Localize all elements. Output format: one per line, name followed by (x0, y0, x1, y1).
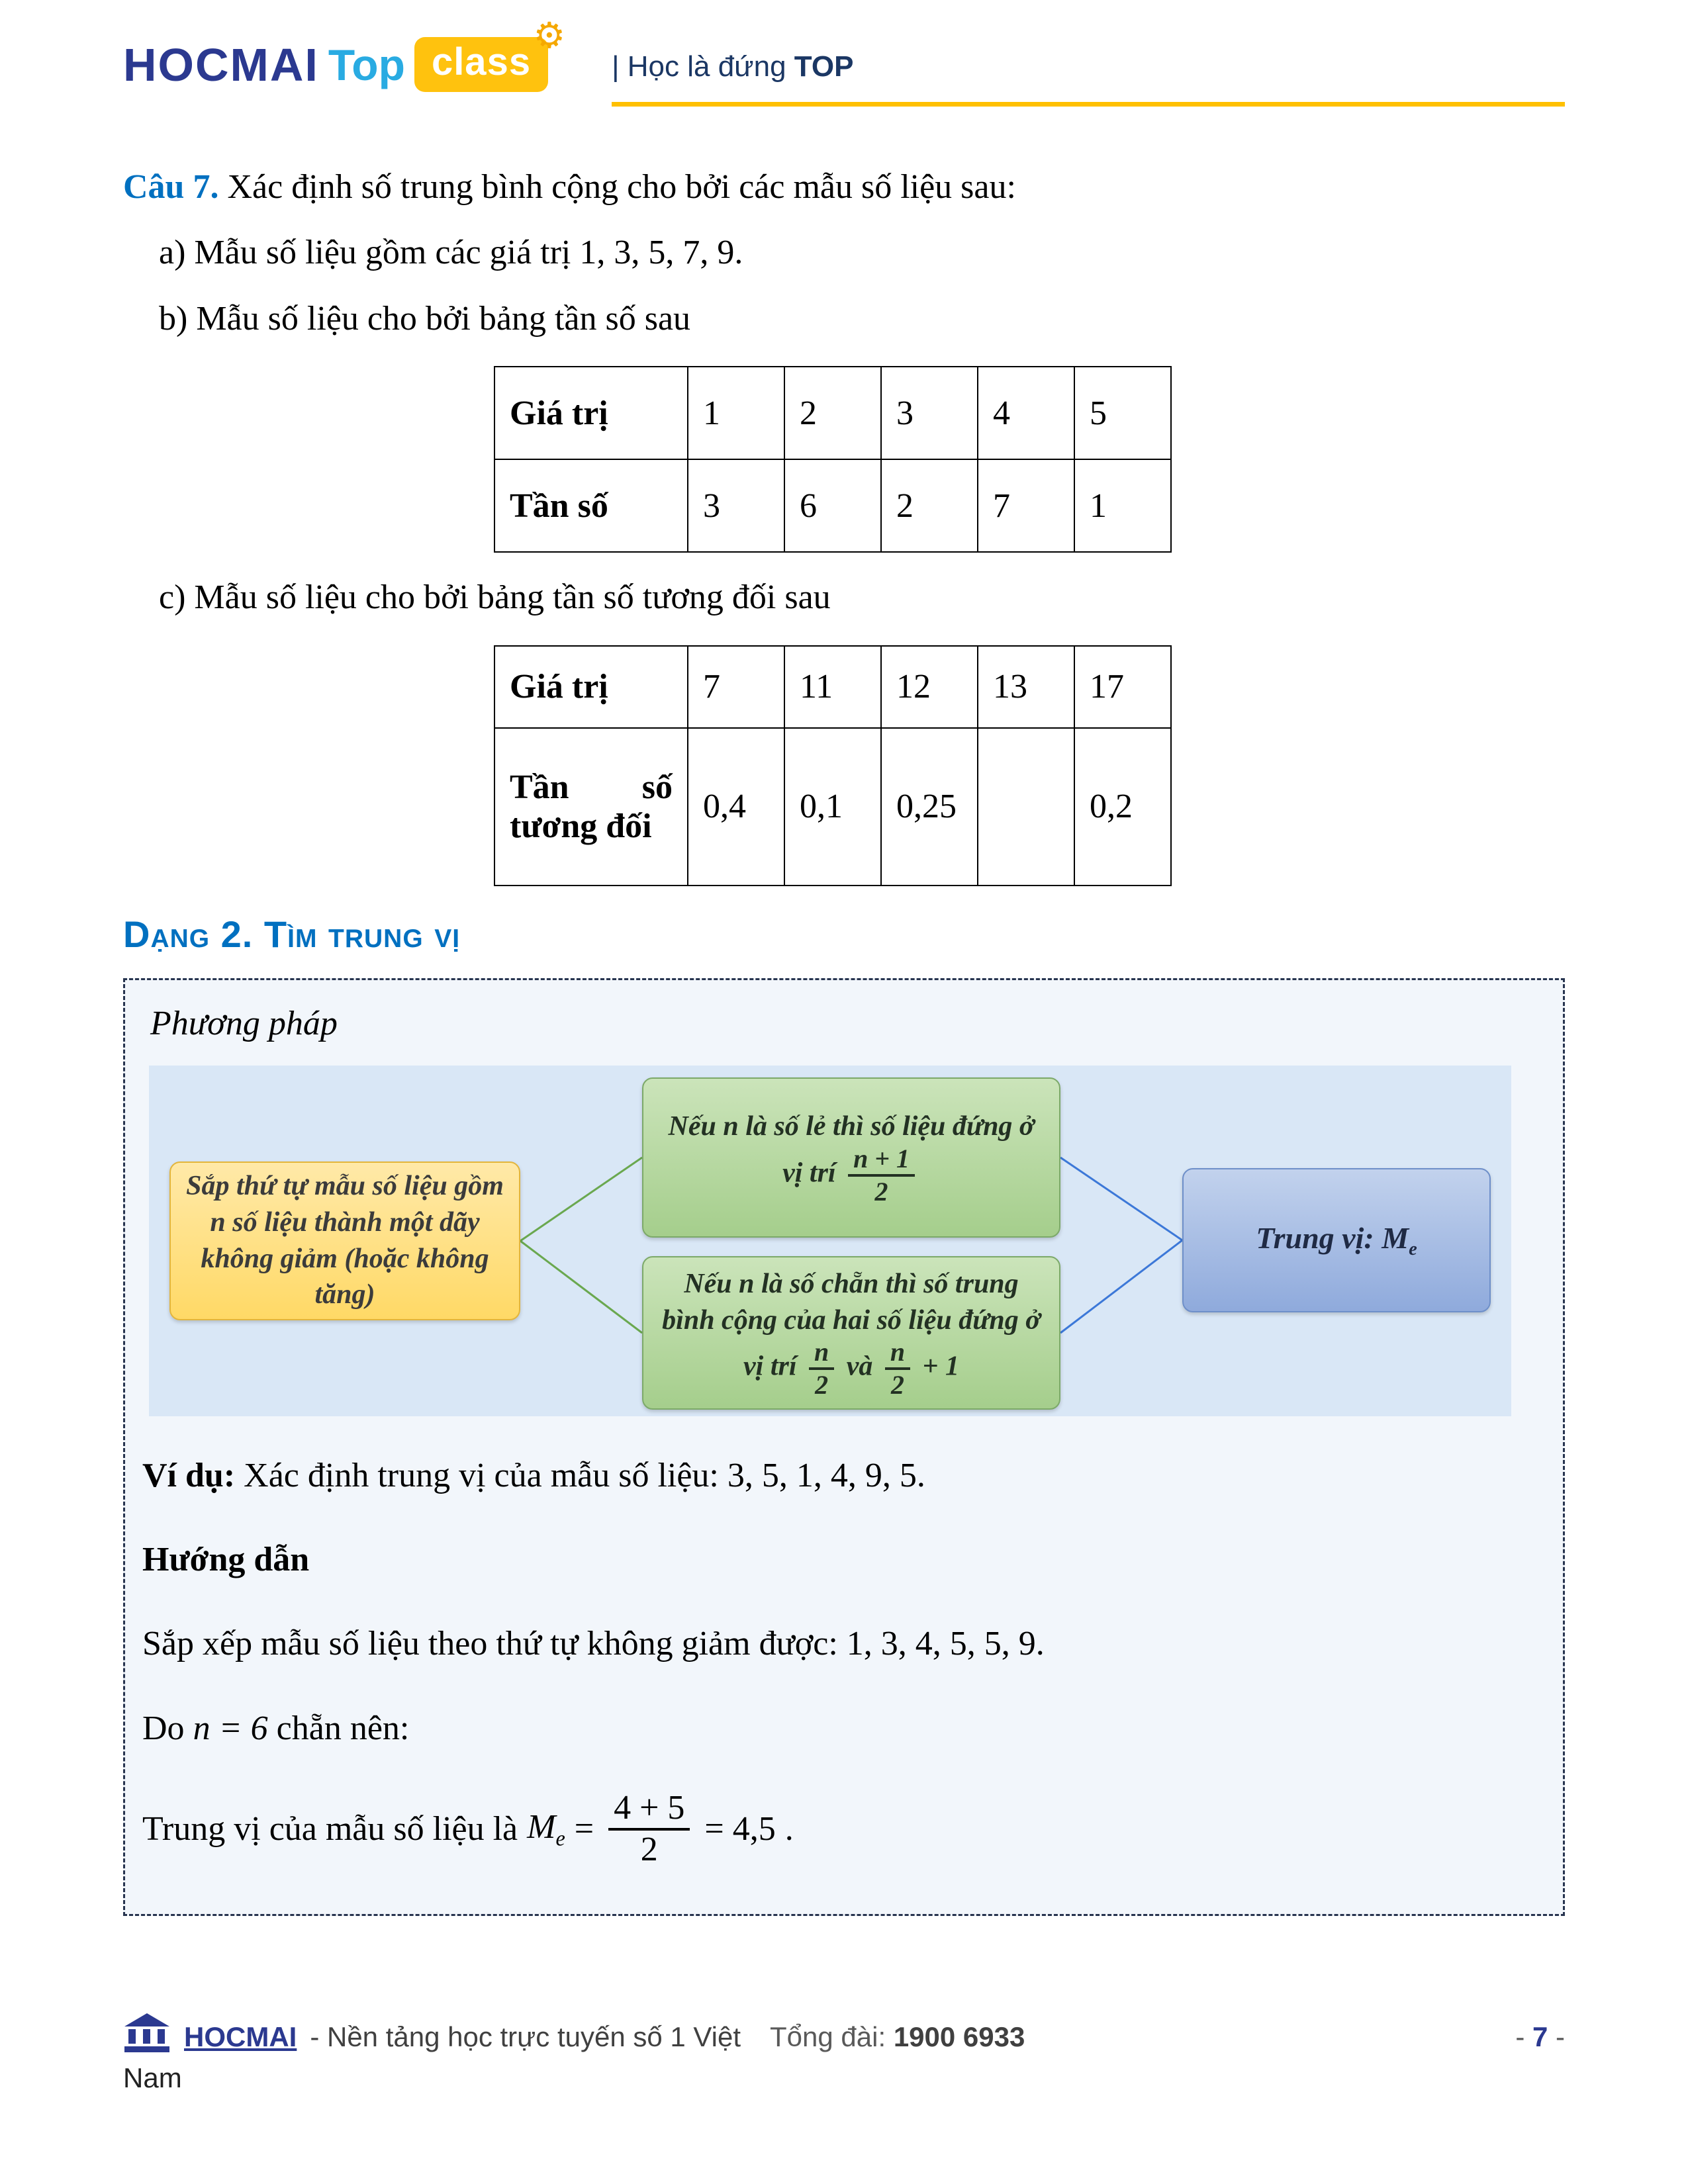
value-cell: 2 (881, 459, 978, 552)
flow-result-box (1182, 1168, 1491, 1312)
fraction-n-plus-1-over-2 (848, 1145, 915, 1206)
question-7-stem (123, 162, 1565, 212)
hocmai-house-icon (123, 2012, 171, 2053)
method-panel (123, 978, 1565, 1917)
value-cell: 0,25 (881, 728, 978, 886)
question-item-b: b) Mẫu số liệu cho bởi bảng tần số sau (159, 299, 691, 338)
label-word-2: số (641, 768, 673, 806)
footer-tagline-wrapped-word: Nam (123, 2062, 182, 2093)
value-cell: 11 (784, 646, 881, 728)
median-subscript: e (555, 1826, 565, 1850)
fraction-denominator: 2 (890, 1370, 904, 1400)
footer-hotline (770, 2021, 1025, 2053)
row-label-cell: Giá trị (494, 367, 688, 459)
page-number-dash: - (1515, 2021, 1532, 2052)
logo-text-class: class (431, 40, 532, 83)
step-2-math: n = 6 (193, 1709, 268, 1747)
fraction-4-plus-5-over-2 (608, 1790, 690, 1868)
guide-step-1: Sắp xếp mẫu số liệu theo thứ tự không giảm được: 1, 3, 4, 5, 5, 9. (142, 1625, 1045, 1663)
question-label: Câu 7. (123, 168, 219, 206)
header-rule-yellow (612, 37, 1565, 107)
fraction-numerator: n + 1 (848, 1145, 915, 1177)
hocmai-topclass-logo (123, 16, 566, 92)
logo-text-top: Top (328, 40, 405, 89)
table-row (494, 728, 1171, 886)
relative-frequency-table (494, 645, 1172, 886)
tagline-top-text: TOP (794, 50, 854, 83)
gear-icon: ⚙ (533, 16, 566, 56)
even-case-text: Nếu n là số chẵn thì số trung bình cộng của hai số liệu đứng ở vị trí (662, 1269, 1041, 1382)
fraction-n-over-2 (809, 1338, 834, 1399)
label-line-1 (510, 768, 687, 807)
fraction-n-over-2 (885, 1338, 910, 1399)
median-label (1256, 1218, 1417, 1261)
row-label-cell: Giá trị (494, 646, 688, 728)
value-cell: 7 (978, 459, 1074, 552)
header-tagline (612, 50, 1565, 107)
fraction-numerator: n (809, 1338, 834, 1370)
value-cell: 12 (881, 646, 978, 728)
value-cell: 3 (881, 367, 978, 459)
result-prefix: Trung vị của mẫu số liệu là (142, 1810, 518, 1848)
fraction-numerator: 4 + 5 (608, 1790, 690, 1831)
page-number (1515, 2021, 1565, 2053)
value-cell: 6 (784, 459, 881, 552)
section-heading-dang-2: Dạng 2. Tìm trung vị (123, 913, 461, 955)
label-word-1: Tần (510, 768, 569, 806)
example-text: Xác định trung vị của mẫu số liệu: 3, 5, 1, 4, 9, 5. (235, 1456, 925, 1494)
fraction-numerator: n (885, 1338, 910, 1370)
value-cell: 4 (978, 367, 1074, 459)
question-item-c: c) Mẫu số liệu cho bởi bảng tần số tương đối sau (159, 578, 831, 617)
question-item-a: a) Mẫu số liệu gồm các giá trị 1, 3, 5, 7, 9. (159, 234, 743, 272)
value-cell: 0,1 (784, 728, 881, 886)
tagline-text: | Học là đứng (612, 50, 794, 83)
page-footer (123, 2012, 1565, 2094)
table-row (494, 459, 1171, 552)
guide-label: Hướng dẫn (142, 1540, 310, 1578)
hotline-number: 1900 6933 (893, 2021, 1025, 2052)
value-cell: 0,4 (688, 728, 784, 886)
odd-case-content (657, 1109, 1046, 1205)
even-case-content (657, 1266, 1046, 1399)
logo-class-badge (414, 16, 566, 92)
value-cell: 5 (1074, 367, 1171, 459)
median-subscript: e (1409, 1239, 1417, 1260)
median-m: M (527, 1808, 556, 1846)
label-line-2: tương đối (510, 807, 652, 845)
step-2-prefix: Do (142, 1709, 193, 1747)
even-case-and: và (846, 1351, 873, 1382)
fraction-denominator: 2 (640, 1830, 658, 1868)
guide-step-2 (142, 1704, 1539, 1753)
table-row (494, 367, 1171, 459)
logo-text-hocmai: HOCMAI (123, 38, 319, 91)
footer-left (123, 2012, 1515, 2053)
fraction-denominator: 2 (815, 1370, 829, 1400)
equals-sign: = (574, 1810, 594, 1848)
frequency-table (494, 366, 1172, 553)
median-text: Trung vị: M (1256, 1220, 1409, 1255)
even-case-plus-one: + 1 (922, 1351, 959, 1382)
table-row (494, 646, 1171, 728)
row-label-cell: Tần số (494, 459, 688, 552)
hotline-label: Tổng đài: (770, 2021, 894, 2052)
value-cell: 3 (688, 459, 784, 552)
flow-diagram (149, 1066, 1511, 1416)
result-period: . (784, 1810, 794, 1848)
value-cell: 1 (688, 367, 784, 459)
page-number-value: 7 (1532, 2021, 1548, 2052)
page-header (123, 16, 1565, 107)
value-cell: 2 (784, 367, 881, 459)
footer-tagline: - Nền tảng học trực tuyến số 1 Việt (310, 2021, 741, 2052)
flow-start-box: Sắp thứ tự mẫu số liệu gồm n số liệu thành một dãy không giảm (hoặc không tăng) (169, 1161, 520, 1320)
fraction-denominator: 2 (874, 1176, 888, 1206)
odd-case-text: Nếu n là số lẻ thì số liệu đứng ở vị trí (668, 1111, 1035, 1189)
question-items (159, 228, 1565, 886)
question-7-section (123, 162, 1565, 886)
footer-row (123, 2012, 1565, 2053)
flow-odd-case-box (642, 1077, 1060, 1238)
median-symbol (527, 1807, 565, 1850)
value-cell: 17 (1074, 646, 1171, 728)
page-number-dash: - (1548, 2021, 1565, 2052)
value-cell: 1 (1074, 459, 1171, 552)
row-label-cell (494, 728, 688, 886)
footer-brand: HOCMAI (184, 2021, 297, 2052)
value-cell: 7 (688, 646, 784, 728)
step-2-suffix: chẵn nên: (267, 1709, 410, 1747)
result-value: = 4,5 (704, 1810, 776, 1848)
value-cell: 0,2 (1074, 728, 1171, 886)
example-label: Ví dụ: (142, 1456, 236, 1494)
guide-result (142, 1790, 1539, 1868)
question-text: Xác định số trung bình cộng cho bởi các mẫu số liệu sau: (218, 168, 1016, 206)
value-cell-empty (978, 728, 1074, 886)
example-line (142, 1451, 1539, 1500)
method-label: Phương pháp (150, 1004, 338, 1042)
value-cell: 13 (978, 646, 1074, 728)
flow-even-case-box (642, 1256, 1060, 1410)
